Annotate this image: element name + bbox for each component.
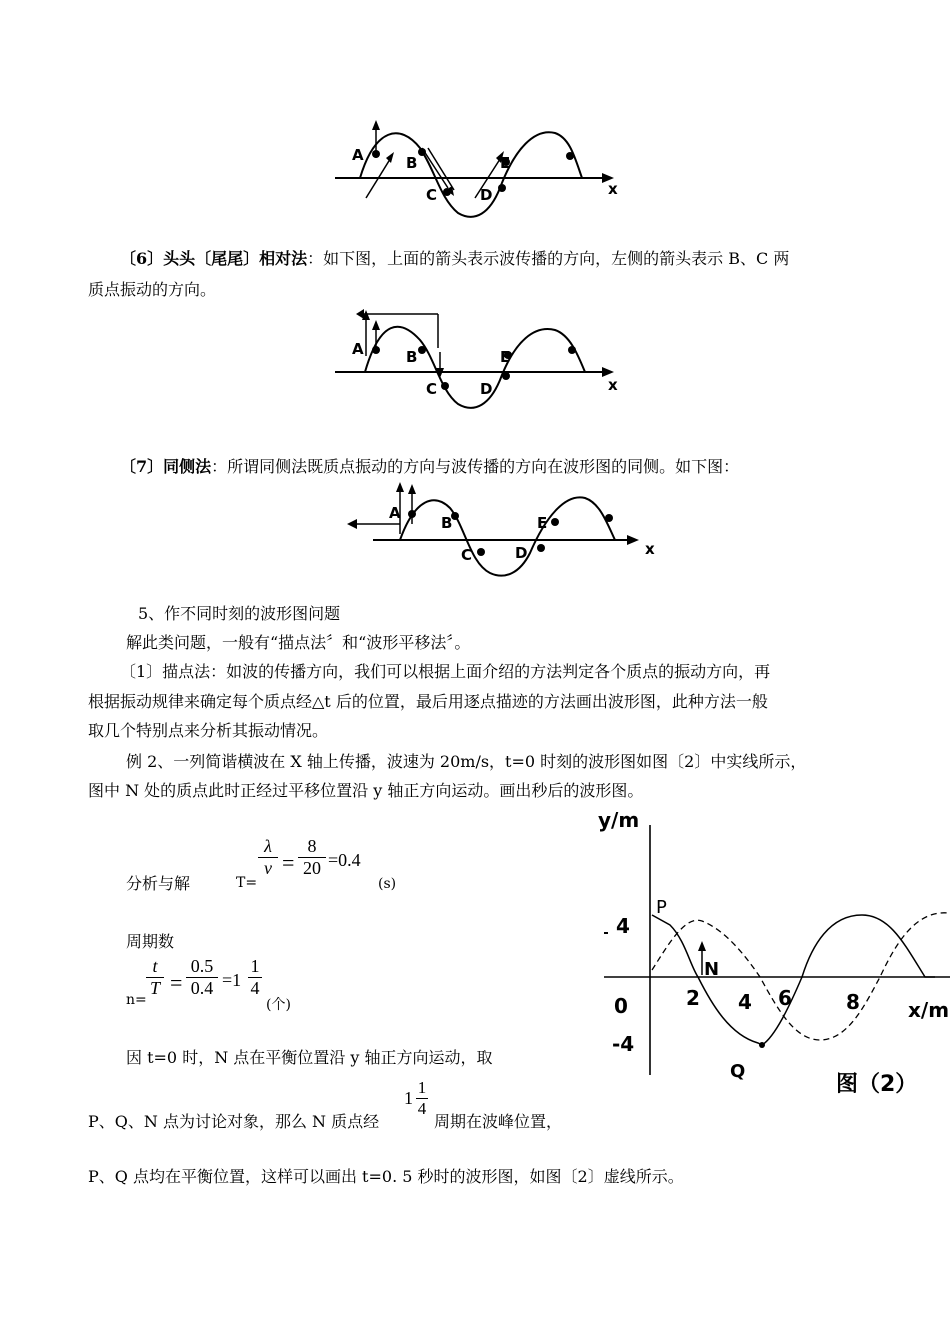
- lambda: λ: [264, 836, 272, 856]
- label-A: A: [352, 146, 364, 164]
- method1-line3: 取几个特别点来分析其振动情况。: [88, 721, 329, 740]
- analysis-label: 分析与解: [126, 874, 191, 893]
- section6-text1: 如下图，上面的箭头表示波传播的方向，左侧的箭头表示 B、C 两: [323, 249, 790, 268]
- y-label: y/m: [598, 808, 640, 832]
- frac-05-04: [186, 956, 218, 999]
- label-B: B: [441, 514, 453, 532]
- n-prefix: n=: [126, 992, 147, 1008]
- p05: 0.5: [190, 956, 214, 976]
- T: T: [149, 978, 160, 998]
- label-x: x: [608, 376, 618, 394]
- label-B: B: [406, 154, 418, 172]
- unit-s: (s): [378, 876, 397, 892]
- example-line2: 图中 N 处的质点此时正经过平移位置沿 y 轴正方向运动。画出秒后的波形图。: [88, 781, 644, 800]
- label-A: A: [352, 340, 364, 358]
- label-P: P: [656, 897, 667, 918]
- label-D: D: [480, 186, 493, 204]
- label-C: C: [426, 186, 438, 204]
- mixed-whole: 1: [404, 1088, 413, 1108]
- t-prefix: T=: [236, 875, 258, 891]
- eq3: =1: [222, 970, 242, 990]
- wave-figure-1: [330, 118, 630, 228]
- point-B: [418, 148, 426, 156]
- tick-m4: -4: [612, 1032, 635, 1056]
- graph-2: [590, 805, 950, 1115]
- label-x: x: [608, 180, 618, 198]
- analysis-line4b: 周期在波峰位置，: [434, 1112, 563, 1131]
- frac-1-4: [248, 956, 262, 999]
- label-E: E: [500, 348, 511, 366]
- section7-colon: ：: [211, 457, 228, 476]
- unit-ge: (个): [266, 997, 291, 1013]
- label-D: D: [515, 544, 528, 562]
- analysis-line4a: P、Q、N 点为讨论对象，那么 N 质点经: [88, 1112, 380, 1131]
- section6-colon: ：: [307, 249, 324, 268]
- label-A: A: [389, 504, 401, 522]
- t: t: [152, 956, 158, 976]
- section6-line1: [120, 243, 920, 274]
- point-C: [443, 188, 451, 196]
- twenty: 20: [303, 858, 321, 878]
- tick-4: 4: [616, 914, 630, 938]
- mixed-num: 1: [417, 1078, 427, 1097]
- frac-t-T: [146, 956, 164, 999]
- tick-8: 8: [846, 990, 860, 1014]
- section7-text: 所谓同侧法既质点振动的方向与波传播的方向在波形图的同侧。如下图：: [227, 457, 740, 476]
- method1-line1: 〔1〕描点法：如波的传播方向，我们可以根据上面介绍的方法判定各个质点的振动方向，再: [120, 662, 771, 681]
- mixed-den: 4: [417, 1099, 427, 1118]
- period-label: 周期数: [126, 932, 175, 951]
- point-Q: [759, 1042, 765, 1048]
- point-peak: [566, 152, 574, 160]
- section6-prefix: 〔6〕: [120, 249, 164, 268]
- wave-curve: [360, 132, 582, 217]
- caption: 图（2）: [836, 1072, 918, 1097]
- one: 1: [250, 956, 260, 976]
- section6-line2: 质点振动的方向。: [88, 280, 217, 299]
- label-E: E: [537, 514, 548, 532]
- label-C: C: [426, 380, 438, 398]
- mixed-frac: [416, 1078, 428, 1119]
- label-Q: Q: [730, 1061, 746, 1082]
- section7-title: 同侧法: [163, 457, 212, 476]
- frac-lambda-v: [258, 836, 278, 879]
- v: v: [264, 858, 272, 878]
- tick-4x: 4: [738, 990, 752, 1014]
- result: =0.4: [328, 850, 361, 870]
- tick-2: 2: [686, 986, 700, 1010]
- section7-prefix: 〔7〕: [120, 457, 164, 476]
- label-D: D: [480, 380, 493, 398]
- label-x: x: [645, 540, 655, 558]
- eq1: =: [282, 850, 295, 875]
- section6-title: 头头〔尾尾〕相对法: [163, 249, 308, 268]
- method1-line2: 根据振动规律来确定每个质点经△t 后的位置，最后用逐点描迹的方法画出波形图，此种方法一般: [88, 692, 768, 711]
- tick-0: 0: [614, 994, 628, 1018]
- label-C: C: [461, 546, 473, 564]
- label-N: N: [704, 959, 720, 980]
- analysis-line3: 因 t=0 时，N 点在平衡位置沿 y 轴正方向运动，取: [126, 1048, 493, 1067]
- wave-figure-2: [330, 300, 630, 415]
- analysis-line5: P、Q 点均在平衡位置，这样可以画出 t=0. 5 秒时的波形图，如图〔2〕虚线所示。: [88, 1167, 684, 1186]
- x-label: x/m: [908, 998, 950, 1022]
- eight: 8: [307, 836, 317, 856]
- label-E: E: [500, 154, 511, 172]
- four: 4: [250, 978, 260, 998]
- p04: 0.4: [190, 978, 214, 998]
- frac-8-20: [298, 836, 326, 879]
- wave-figure-3: [345, 478, 665, 588]
- example-line1: 例 2、一列简谐横波在 X 轴上传播，波速为 20m/s，t=0 时刻的波形图如图〔2〕中实线所示，: [126, 752, 807, 771]
- point-A: [372, 150, 380, 158]
- eq2: =: [170, 970, 183, 995]
- solid-wave: [652, 915, 935, 1045]
- section5-intro: 解此类问题，一般有“描点法〞和“波形平移法〞。: [126, 633, 471, 652]
- section5-heading: 5、作不同时刻的波形图问题: [138, 604, 341, 623]
- label-B: B: [406, 348, 418, 366]
- tick-6: 6: [778, 986, 792, 1010]
- point-D: [498, 184, 506, 192]
